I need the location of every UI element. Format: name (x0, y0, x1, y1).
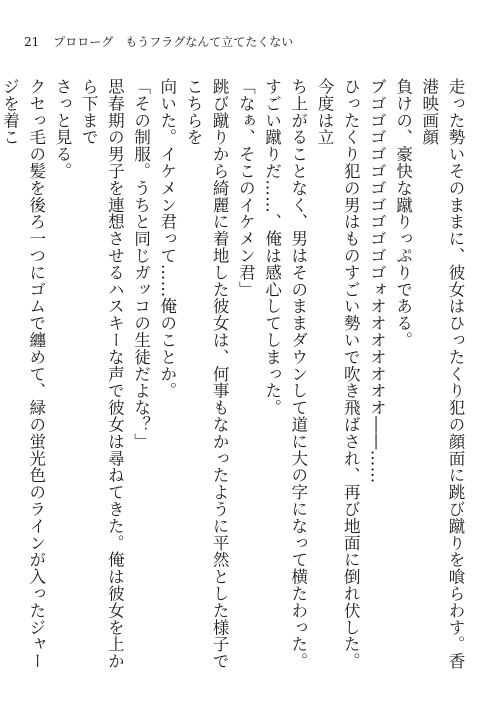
text-line: 負けの、豪快な蹴りっぷりである。 (393, 78, 413, 349)
text-line: ち上がることなく、男はそのままダウンして道に大の字になって横たわった。 (288, 78, 308, 670)
text-line: すごい蹴りだ……、俺は感心してしまった。 (262, 78, 282, 416)
text-line: 思春期の男子を連想させるハスキーな声で彼女は尋ねてきた。俺は彼女を上から下まで (79, 78, 125, 670)
text-line: クセっ毛の髪を後ろ一つにゴムで纏めて、緑の蛍光色のラインが入ったジャージを着こ (0, 78, 46, 670)
text-line: 向いた。イケメン君って……俺のことか。 (157, 78, 177, 400)
text-line: 走った勢いそのままに、彼女はひったくり犯の顔面に跳び蹴りを喰らわす。香港映画顔 (419, 78, 465, 670)
text-line: 「その制服。うちと同じガッコの生徒だよな？」 (131, 78, 151, 450)
page-number: 21 (24, 35, 40, 49)
text-line: ひったくり犯の男はものすごい勢いで吹き飛ばされ、再び地面に倒れ伏した。今度は立 (314, 78, 361, 670)
page-header (24, 34, 293, 50)
text-line: ブゴゴゴゴゴゴゴゴゴゴゴォオオオオオオオ――…… (367, 78, 387, 484)
vertical-text-body (0, 78, 468, 678)
text-line: さっと見る。 (52, 78, 72, 180)
text-line: 跳び蹴りから綺麗に着地した彼女は、何事もなかったように平然とした様子でこちらを (183, 78, 230, 670)
text-line: 「なぁ、そこのイケメン君」 (236, 78, 256, 298)
running-head: プロローグ もうフラグなんて立てたくない (53, 35, 294, 49)
